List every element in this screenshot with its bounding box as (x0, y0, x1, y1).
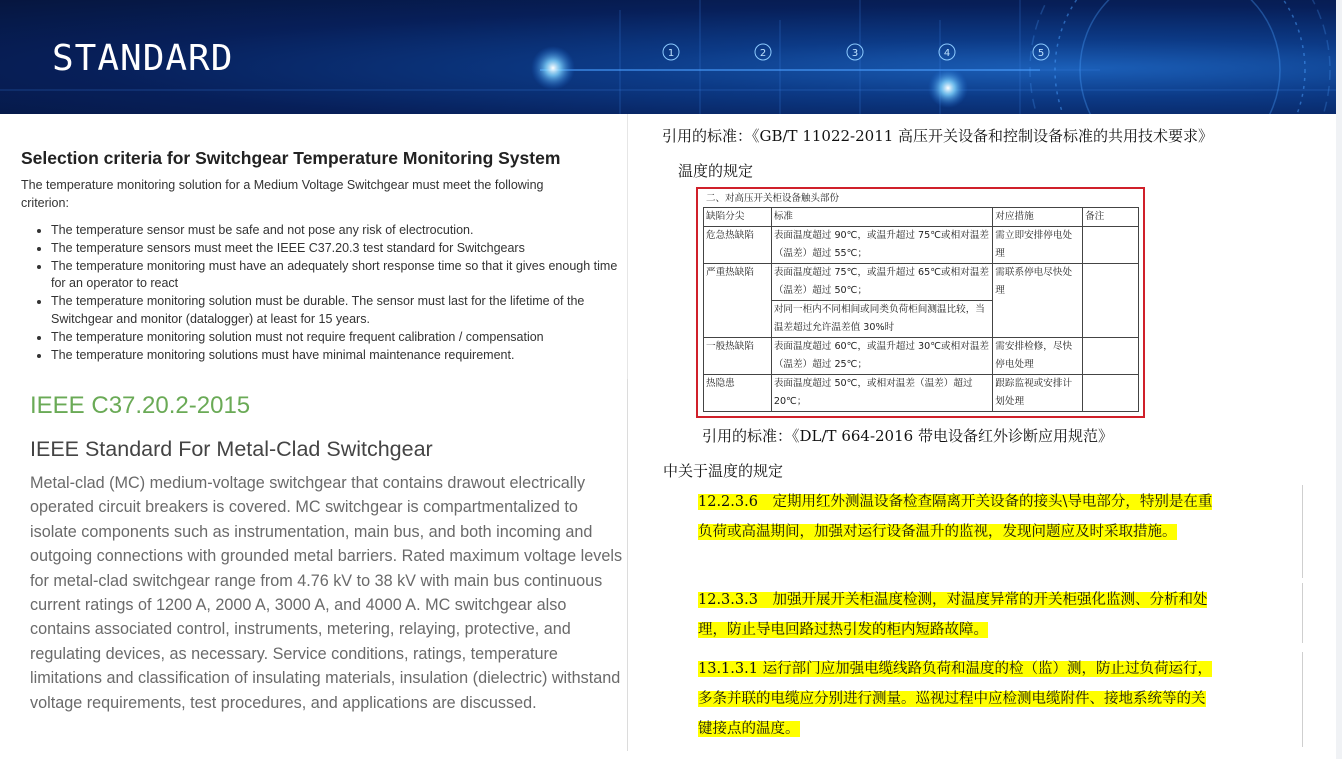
step-1-label: 1 (667, 48, 675, 59)
temperature-rule-title: 温度的规定 (678, 162, 754, 180)
header-banner (0, 0, 1336, 114)
ieee-title: IEEE Standard For Metal-Clad Switchgear (30, 437, 433, 461)
glow-dot-right (928, 68, 968, 108)
selection-criteria-panel (0, 114, 628, 379)
right-edge-strip (1336, 0, 1342, 759)
divider-line (1302, 583, 1303, 643)
table-cell (1083, 338, 1139, 375)
gb-reference-line: 引用的标准：《GB/T 11022-2011 高压开关设备和控制设备标准的共用技术要求》 (662, 127, 1214, 145)
header-cell: 缺陷分尖 (704, 208, 772, 227)
table-cell: 一般热缺陷 (704, 338, 772, 375)
criteria-item: • The temperature monitoring must have an adequately short response time so that it gives enough time for an operator to react (51, 258, 631, 294)
criteria-item: • The temperature monitoring solution must be durable. The sensor must last for the lifetime of the Switchgear and monitor (datalogger) at least for 15 years. (51, 293, 631, 329)
table-caption: 二、对高压开关柜设备触头部份 (706, 193, 840, 204)
table-cell (1083, 227, 1139, 264)
table-cell: 对同一柜内不同相间或同类负荷柜间测温比较，当温差超过允许温差值 30%时 (771, 301, 992, 338)
regulation-paragraph (698, 585, 1218, 645)
header-cell: 备注 (1083, 208, 1139, 227)
defect-table (703, 207, 1139, 412)
table-row (704, 264, 1139, 301)
regulation-paragraph (698, 654, 1218, 744)
divider-line (1302, 485, 1303, 578)
table-cell: 需联系停电尽快处理 (993, 264, 1083, 338)
table-cell: 热隐患 (704, 375, 772, 412)
table-cell: 表面温度超过 50℃，或相对温差（温差）超过 20℃； (771, 375, 992, 412)
table-cell: 严重热缺陷 (704, 264, 772, 338)
dl-reference-subline: 中关于温度的规定 (663, 462, 784, 480)
column-divider (627, 379, 628, 751)
table-row (704, 338, 1139, 375)
ieee-code: IEEE C37.20.2-2015 (30, 392, 251, 419)
table-cell: 需立即安排停电处理 (993, 227, 1083, 264)
table-cell (1083, 264, 1139, 338)
table-cell: 表面温度超过 75℃，或温升超过 65℃或相对温差（温差）超过 50℃； (771, 264, 992, 301)
highlighted-text: 12.3.3.3 加强开展开关柜温度检测，对温度异常的开关柜强化监测、分析和处理，防止导电回路过热引发的柜内短路故障。 (698, 592, 1208, 638)
criteria-list (33, 222, 631, 364)
header-cell: 标准 (771, 208, 992, 227)
divider-line (1302, 652, 1303, 747)
criteria-item: • The temperature monitoring solutions must have minimal maintenance requirement. (51, 347, 631, 365)
step-5-label: 5 (1037, 48, 1045, 59)
page-title: STANDARD (52, 38, 234, 79)
step-3-label: 3 (851, 48, 859, 59)
table-cell: 表面温度超过 90℃，或温升超过 75℃或相对温差（温差）超过 55℃； (771, 227, 992, 264)
glow-dot-left (531, 46, 575, 90)
criteria-item: • The temperature sensors must meet the IEEE C37.20.3 test standard for Switchgears (51, 240, 631, 258)
table-row (704, 375, 1139, 412)
table-header-row (704, 208, 1139, 227)
table-cell: 需安排检修，尽快停电处理 (993, 338, 1083, 375)
regulation-paragraph (698, 487, 1218, 547)
table-cell: 危急热缺陷 (704, 227, 772, 264)
header-cell: 对应措施 (993, 208, 1083, 227)
ieee-description: Metal-clad (MC) medium-voltage switchgear that contains drawout electrically operated circuit breakers is covered. MC switchgear is compartmentalized to isolate components such as instrumentation, main bus, and both incoming and outgoing connections with grounded metal barriers. Rated maximum voltage levels for metal-clad switchgear range from 4.76 kV to 38 kV with main bus continuous current ratings of 1200 A, 2000 A, 3000 A, and 4000 A. MC switchgear also contains associated control, instruments, metering, relaying, protective, and regulating devices, as necessary. Service conditions, ratings, temperature limitations and classification of insulating materials, insulation (dielectric) withstand voltage requirements, test procedures, and applications are discussed. (30, 474, 623, 712)
step-2-label: 2 (759, 48, 767, 59)
highlighted-text: 12.2.3.6 定期用红外测温设备检查隔离开关设备的接头\导电部分，特别是在重负荷或高温期间，加强对运行设备温升的监视，发现问题应及时采取措施。 (698, 494, 1213, 540)
table-cell: 跟踪监视或安排计划处理 (993, 375, 1083, 412)
selection-criteria-heading: Selection criteria for Switchgear Temperature Monitoring System (21, 148, 561, 168)
highlighted-text: 13.1.3.1 运行部门应加强电缆线路负荷和温度的检（监）测，防止过负荷运行，多条并联的电缆应分别进行测量。巡视过程中应检测电缆附件、接地系统等的关键接点的温度。 (698, 661, 1213, 737)
step-4-label: 4 (943, 48, 951, 59)
dl-reference-line: 引用的标准：《DL/T 664-2016 带电设备红外诊断应用规范》 (702, 427, 1113, 445)
selection-criteria-intro: The temperature monitoring solution for a Medium Voltage Switchgear must meet the following criterion: (21, 178, 544, 210)
table-row (704, 227, 1139, 264)
criteria-item: • The temperature monitoring solution must not require frequent calibration / compensation (51, 329, 631, 347)
table-cell: 表面温度超过 60℃，或温升超过 30℃或相对温差（温差）超过 25℃； (771, 338, 992, 375)
table-cell (1083, 375, 1139, 412)
criteria-item: • The temperature sensor must be safe and not pose any risk of electrocution. (51, 222, 631, 240)
ieee-standard-panel (0, 379, 627, 750)
defect-table-frame (696, 187, 1145, 418)
